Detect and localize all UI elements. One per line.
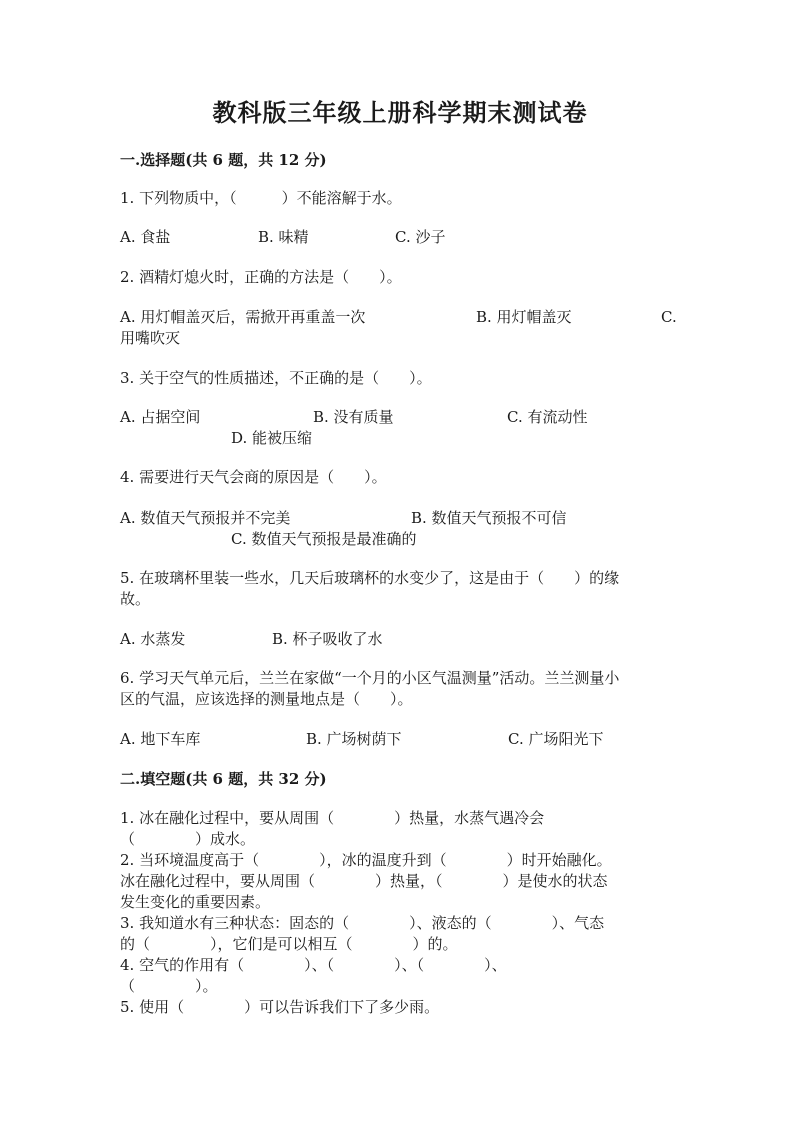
fill-in-line: 5. 使用（ ）可以告诉我们下了多少雨。 <box>120 998 440 1016</box>
fill-in-line: 冰在融化过程中，要从周围（ ）热量，（ ）是使水的状态 <box>120 872 608 890</box>
question-6-option-c: C. 广场阳光下 <box>508 730 604 748</box>
question-1-option-c: C. 沙子 <box>395 228 446 246</box>
fill-in-line: （ ）。 <box>120 977 218 995</box>
fill-in-line: 3. 我知道水有三种状态：固态的（ ）、液态的（ ）、气态 <box>120 914 605 932</box>
question-3-option-d: D. 能被压缩 <box>231 429 313 447</box>
question-2-stem: 2. 酒精灯熄火时，正确的方法是（ ）。 <box>120 268 402 286</box>
question-2-option-a: A. 用灯帽盖灭后，需掀开再重盖一次 <box>120 308 366 326</box>
fill-in-line: 2. 当环境温度高于（ ），冰的温度升到（ ）时开始融化。 <box>120 851 612 869</box>
page-title: 教科版三年级上册科学期末测试卷 <box>212 98 588 127</box>
question-1-option-a: A. 食盐 <box>120 228 171 246</box>
question-5-option-b: B. 杯子吸收了水 <box>272 630 383 648</box>
question-5-option-a: A. 水蒸发 <box>120 630 186 648</box>
question-5-stem-line-2: 故。 <box>120 590 151 608</box>
fill-in-line: 4. 空气的作用有（ ）、（ ）、（ ）、 <box>120 956 507 974</box>
question-3-option-c: C. 有流动性 <box>507 408 588 426</box>
question-4-stem: 4. 需要进行天气会商的原因是（ ）。 <box>120 468 387 486</box>
question-6-option-a: A. 地下车库 <box>120 730 201 748</box>
question-1-option-b: B. 味精 <box>258 228 309 246</box>
question-4-option-b: B. 数值天气预报不可信 <box>411 509 567 527</box>
fill-in-line: （ ）成水。 <box>120 830 256 848</box>
question-4-option-c: C. 数值天气预报是最准确的 <box>231 530 417 548</box>
question-5-stem-line-1: 5. 在玻璃杯里装一些水，几天后玻璃杯的水变少了，这是由于（ ）的缘 <box>120 569 620 587</box>
question-6-stem-line-1: 6. 学习天气单元后，兰兰在家做“一个月的小区气温测量”活动。兰兰测量小 <box>120 669 620 687</box>
question-3-stem: 3. 关于空气的性质描述，不正确的是（ ）。 <box>120 369 432 387</box>
question-3-option-a: A. 占据空间 <box>120 408 201 426</box>
question-3-option-b: B. 没有质量 <box>313 408 394 426</box>
section-heading-fill-in: 二.填空题(共 6 题，共 32 分) <box>120 770 327 788</box>
question-2-option-c-text: 用嘴吹灭 <box>120 329 181 347</box>
question-6-stem-line-2: 区的气温，应该选择的测量地点是（ ）。 <box>120 690 413 708</box>
question-6-option-b: B. 广场树荫下 <box>306 730 402 748</box>
question-2-option-b: B. 用灯帽盖灭 <box>476 308 572 326</box>
question-1-stem: 1. 下列物质中，（ ）不能溶解于水。 <box>120 189 402 207</box>
fill-in-line: 发生变化的重要因素。 <box>120 893 271 911</box>
section-heading-choice: 一.选择题(共 6 题，共 12 分) <box>120 151 327 169</box>
question-4-option-a: A. 数值天气预报并不完美 <box>120 509 291 527</box>
question-2-option-c-prefix: C. <box>661 308 677 326</box>
fill-in-line: 1. 冰在融化过程中，要从周围（ ）热量，水蒸气遇冷会 <box>120 809 545 827</box>
fill-in-line: 的（ ），它们是可以相互（ ）的。 <box>120 935 458 953</box>
